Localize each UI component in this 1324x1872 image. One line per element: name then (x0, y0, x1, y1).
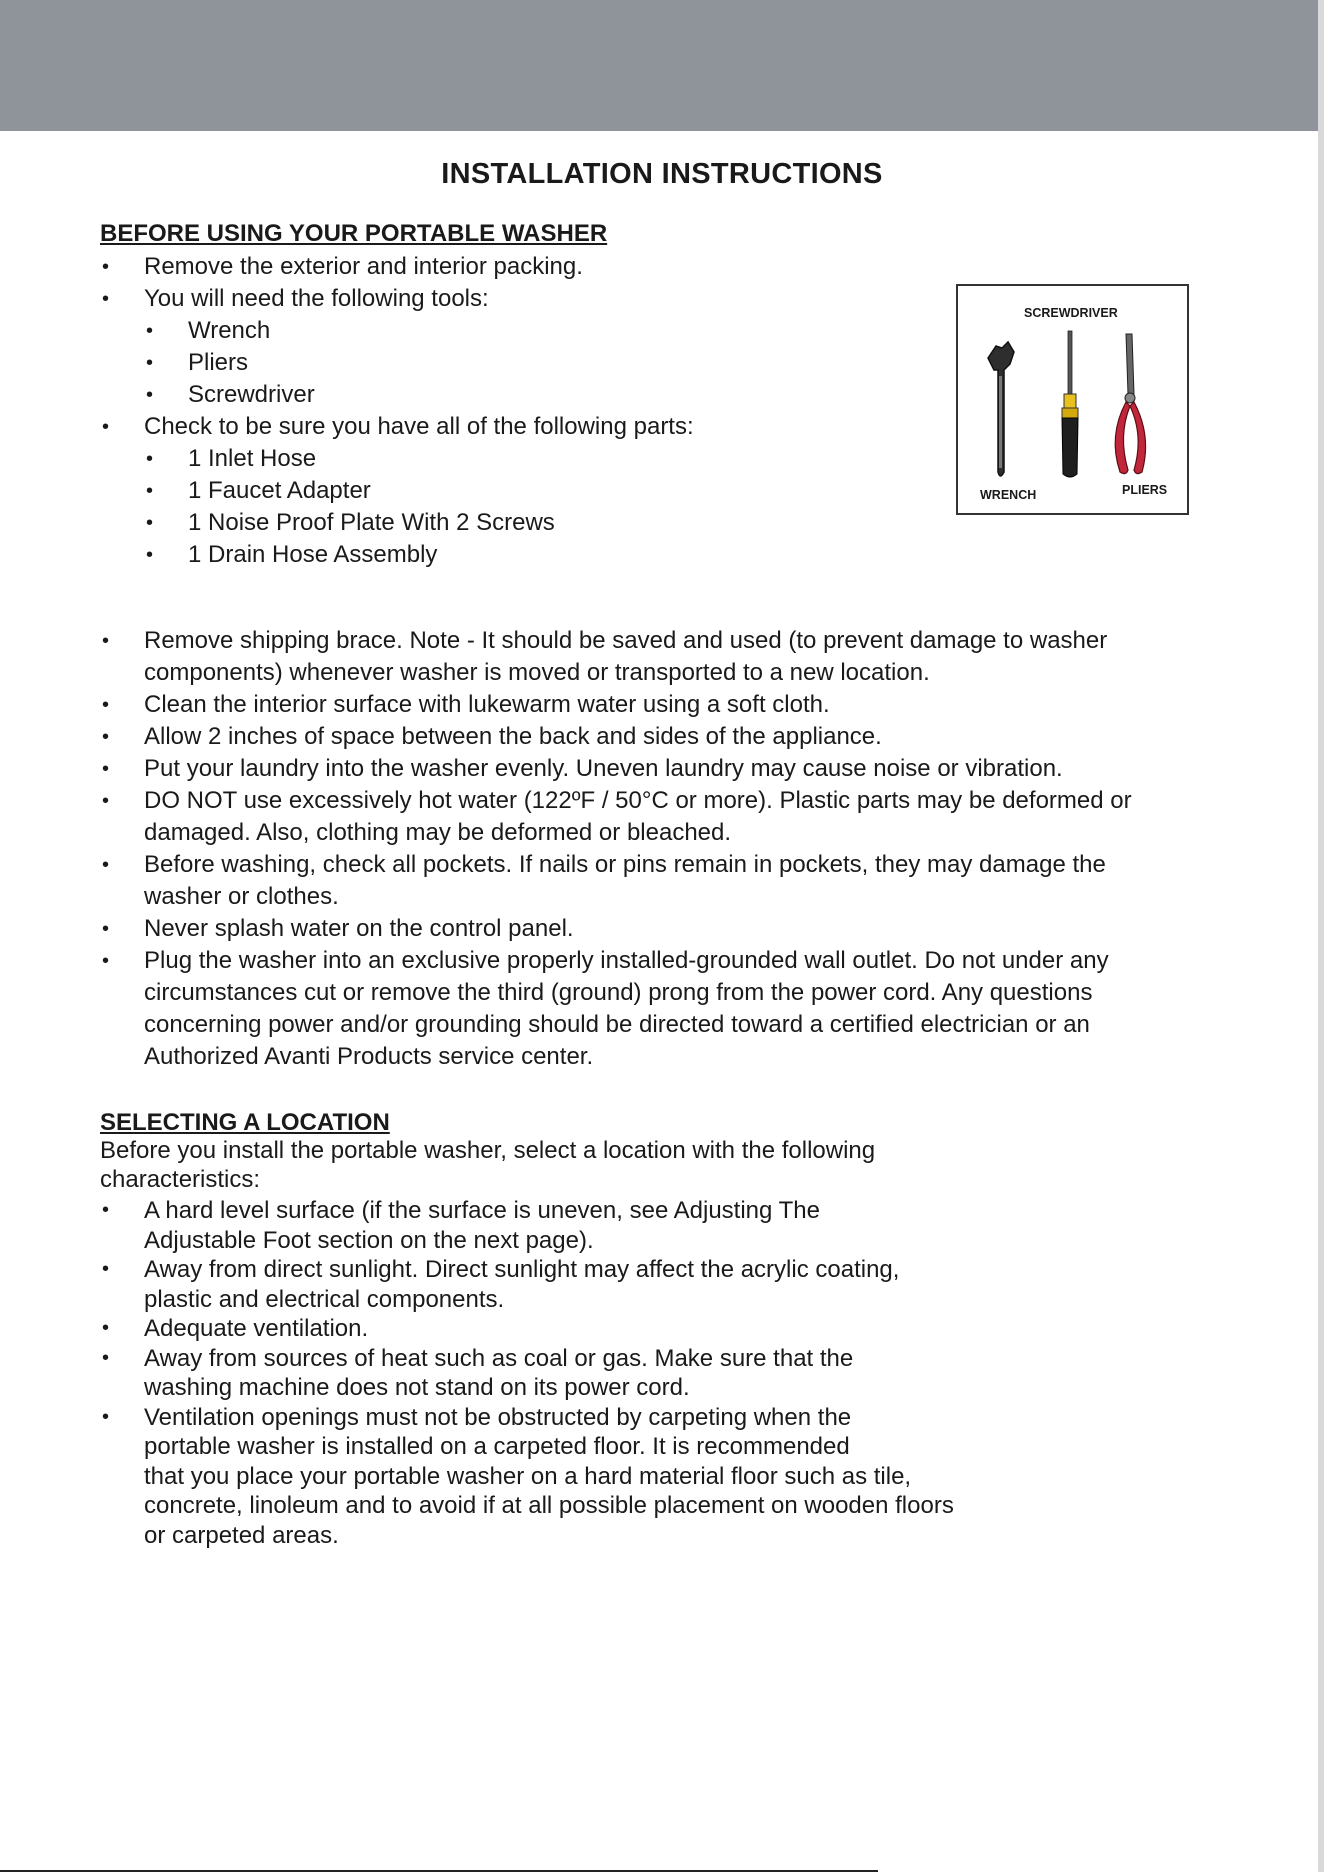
list-item-line: washer or clothes. (144, 883, 339, 910)
sub-item-text: Wrench (188, 317, 271, 344)
list-item (100, 251, 694, 283)
list-item (100, 1314, 954, 1344)
list-item-line: Never splash water on the control panel. (144, 915, 574, 942)
list-item (100, 785, 1132, 849)
list-item (100, 721, 1132, 753)
list-item-line: Adjustable Foot section on the next page). (144, 1226, 594, 1254)
list-item-line: concerning power and/or grounding should be directed toward a certified electrician or an (144, 1011, 1090, 1038)
list-item-line: Plug the washer into an exclusive properly installed-grounded wall outlet. Do not under any (144, 947, 1109, 974)
wrench-label: WRENCH (980, 488, 1037, 502)
list-item-line: Before washing, check all pockets. If nails or pins remain in pockets, they may damage the (144, 851, 1106, 878)
location-heading: SELECTING A LOCATION (100, 1109, 390, 1136)
sub-item (144, 379, 694, 411)
list-item (100, 849, 1132, 913)
list-item-line: Put your laundry into the washer evenly. Uneven laundry may cause noise or vibration. (144, 755, 1063, 782)
list-item (100, 1344, 954, 1403)
list-item-line: damaged. Also, clothing may be deformed or bleached. (144, 819, 732, 846)
sub-item-text: 1 Faucet Adapter (188, 477, 371, 504)
list-item-line: portable washer is installed on a carpeted floor. It is recommended (144, 1433, 850, 1460)
sub-item-text: Pliers (188, 349, 249, 376)
sub-item (144, 507, 694, 539)
intro-line: characteristics: (100, 1166, 261, 1193)
list-item-line: Away from direct sunlight. Direct sunlight may affect the acrylic coating, (144, 1256, 900, 1283)
list-item (100, 689, 1132, 721)
tools-figure (956, 284, 1189, 515)
page-edge (1318, 0, 1324, 1872)
list-item-line: components) whenever washer is moved or transported to a new location. (144, 659, 930, 686)
list-item-line: that you place your portable washer on a hard material floor such as tile, (144, 1462, 912, 1490)
list-item-line: Authorized Avanti Products service center. (144, 1043, 594, 1070)
list-item-line: Away from sources of heat such as coal or gas. Make sure that the (144, 1344, 854, 1372)
notes-list (100, 625, 1132, 1073)
list-item-line: or carpeted areas. (144, 1521, 339, 1549)
list-item-text: You will need the following tools: (144, 285, 489, 312)
screwdriver-label: SCREWDRIVER (1024, 306, 1118, 320)
list-item-line: Adequate ventilation. (144, 1315, 369, 1342)
sub-item (144, 475, 694, 507)
list-item-line: washing machine does not stand on its power cord. (144, 1374, 690, 1401)
list-item-text: Remove the exterior and interior packing. (144, 253, 583, 280)
list-item-line: concrete, linoleum and to avoid if at all possible placement on wooden floors (144, 1492, 954, 1519)
before-using-heading: BEFORE USING YOUR PORTABLE WASHER (100, 220, 608, 247)
list-item (100, 625, 1132, 689)
list-item-line: circumstances cut or remove the third (ground) prong from the power cord. Any questions (144, 979, 1093, 1006)
list-item (100, 1403, 954, 1551)
list-item-line: Remove shipping brace. Note - It should be saved and used (to prevent damage to washer (144, 627, 1108, 654)
list-item (100, 1255, 954, 1314)
list-item (100, 283, 694, 411)
intro-line: Before you install the portable washer, select a location with the following (100, 1137, 876, 1164)
list-item-text: Check to be sure you have all of the following parts: (144, 413, 694, 440)
header-band (0, 0, 1324, 131)
before-using-list (100, 251, 694, 571)
location-list (100, 1196, 954, 1550)
sub-item-text: 1 Inlet Hose (188, 445, 317, 472)
parts-sublist (144, 443, 694, 571)
sub-item (144, 443, 694, 475)
list-item (100, 411, 694, 571)
wrench-icon (988, 342, 1014, 476)
pliers-label: PLIERS (1122, 483, 1168, 497)
list-item-line: Allow 2 inches of space between the back and sides of the appliance. (144, 723, 882, 750)
sub-item-text: 1 Drain Hose Assembly (188, 541, 438, 568)
screwdriver-icon (1062, 331, 1078, 477)
list-item-line: Clean the interior surface with lukewarm water using a soft cloth. (144, 691, 830, 718)
location-intro (100, 1136, 875, 1194)
list-item (100, 753, 1132, 785)
sub-item (144, 315, 694, 347)
sub-item-text: 1 Noise Proof Plate With 2 Screws (188, 509, 555, 536)
list-item-line: Ventilation openings must not be obstructed by carpeting when the (144, 1403, 852, 1431)
list-item (100, 1196, 954, 1255)
sub-item (144, 347, 694, 379)
sub-item (144, 539, 694, 571)
list-item (100, 913, 1132, 945)
list-item-line: DO NOT use excessively hot water (122ºF / 50°C or more). Plastic parts may be deformed or (144, 787, 1132, 814)
tools-sublist (144, 315, 694, 411)
sub-item-text: Screwdriver (188, 381, 315, 408)
tools-illustration (958, 286, 1187, 513)
list-item-line: A hard level surface (if the surface is uneven, see Adjusting The (144, 1197, 820, 1224)
page-title: INSTALLATION INSTRUCTIONS (441, 158, 883, 190)
pliers-icon (1115, 334, 1145, 474)
list-item-line: plastic and electrical components. (144, 1285, 505, 1313)
list-item (100, 945, 1132, 1073)
